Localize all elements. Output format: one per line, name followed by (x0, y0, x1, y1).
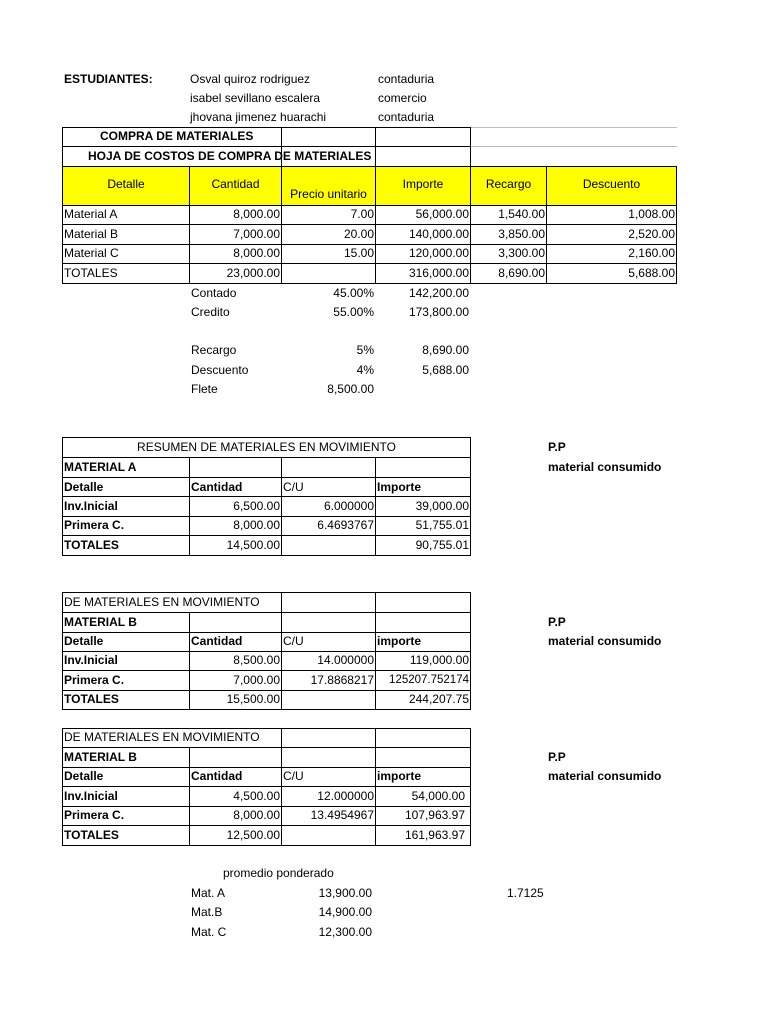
cell: Primera C. (64, 518, 125, 532)
student-career: contaduria (378, 72, 435, 86)
col-header: C/U (283, 634, 304, 648)
cell: 54,000.00 (411, 789, 465, 803)
weighted-title: promedio ponderado (223, 866, 334, 880)
col-header: Detalle (64, 634, 104, 648)
side-label-pp: P.P (548, 615, 566, 629)
weighted-label: Mat. C (191, 925, 227, 939)
cell: 13.4954967 (310, 808, 374, 822)
col-header: Importe (377, 480, 422, 494)
adjust-pct: 8,500.00 (327, 382, 374, 396)
cell: 6.000000 (323, 499, 374, 513)
cell: 316,000.00 (408, 266, 469, 280)
cell: 23,000.00 (226, 266, 280, 280)
adjust-value: 5,688.00 (422, 363, 469, 377)
movement-a-title: RESUMEN DE MATERIALES EN MOVIMIENTO (137, 440, 396, 454)
weighted-extra: 1.7125 (507, 886, 544, 900)
cell: Inv.Inicial (64, 499, 118, 513)
weighted-label: Mat.B (191, 905, 223, 919)
cell: 8,690.00 (498, 266, 545, 280)
summary-value: 142,200.00 (408, 286, 469, 300)
weighted-value: 13,900.00 (318, 886, 372, 900)
cell: 8,000.00 (233, 246, 280, 260)
col-header: C/U (283, 480, 304, 494)
col-header: Importe (402, 177, 444, 191)
cell: 3,300.00 (498, 246, 545, 260)
student-name: Osval quiroz rodriguez (190, 72, 311, 86)
cell: Primera C. (64, 808, 125, 822)
col-header: Cantidad (191, 480, 243, 494)
cell: Inv.Inicial (64, 789, 118, 803)
cell: 107,963.97 (404, 808, 465, 822)
cell: TOTALES (64, 266, 118, 280)
col-header: importe (377, 769, 422, 783)
cell: 6.4693767 (317, 518, 374, 532)
side-label-consumed: material consumido (548, 460, 662, 474)
cell: 17.8868217 (310, 673, 374, 687)
side-label-consumed: material consumido (548, 769, 662, 783)
cell: 2,160.00 (628, 246, 675, 260)
adjust-label: Recargo (191, 343, 237, 357)
side-label-consumed: material consumido (548, 634, 662, 648)
cell: 4,500.00 (233, 789, 280, 803)
cell: 14,500.00 (226, 538, 280, 552)
cell: 20.00 (343, 227, 374, 241)
movement-c-title: DE MATERIALES EN MOVIMIENTO (64, 730, 260, 744)
cell: 1,540.00 (498, 207, 545, 221)
purchase-title: COMPRA DE MATERIALES (100, 129, 254, 143)
adjust-pct: 4% (356, 363, 374, 377)
col-header: C/U (283, 769, 304, 783)
cell: 244,207.75 (408, 692, 469, 706)
cell: 56,000.00 (415, 207, 469, 221)
cell: 1,008.00 (628, 207, 675, 221)
cell: 5,688.00 (628, 266, 675, 280)
purchase-subtitle: HOJA DE COSTOS DE COMPRA DE MATERIALES (88, 149, 372, 163)
cell: 8,000.00 (233, 518, 280, 532)
cell: TOTALES (64, 538, 119, 552)
cell: 120,000.00 (408, 246, 469, 260)
cell: Material B (64, 227, 119, 241)
cell: TOTALES (64, 828, 119, 842)
cell: 119,000.00 (409, 653, 469, 667)
col-header: importe (377, 634, 422, 648)
summary-pct: 55.00% (333, 305, 374, 319)
col-header: Cantidad (191, 634, 243, 648)
cell: Material A (64, 207, 118, 221)
cell: 39,000.00 (415, 499, 469, 513)
weighted-value: 14,900.00 (318, 905, 372, 919)
cell: 161,963.97 (404, 828, 465, 842)
col-header: Cantidad (191, 769, 243, 783)
adjust-value: 8,690.00 (422, 343, 469, 357)
col-header: Detalle (64, 769, 104, 783)
cell: 6,500.00 (233, 499, 280, 513)
cell: Inv.Inicial (64, 653, 118, 667)
adjust-label: Descuento (191, 363, 249, 377)
cell: 3,850.00 (498, 227, 545, 241)
cell: 12.000000 (317, 789, 374, 803)
cell: Primera C. (64, 673, 125, 687)
student-name: jhovana jimenez huarachi (190, 110, 327, 124)
col-header: Detalle (64, 480, 104, 494)
student-career: contaduria (378, 110, 435, 124)
cell: 125207.752174 (389, 674, 469, 686)
col-header: Cantidad (211, 177, 260, 191)
summary-label: Contado (191, 286, 237, 300)
cell: TOTALES (64, 692, 119, 706)
movement-b-title: DE MATERIALES EN MOVIMIENTO (64, 595, 260, 609)
cell: 8,000.00 (233, 207, 280, 221)
movement-b-material: MATERIAL B (64, 615, 137, 629)
col-header: Descuento (582, 177, 641, 191)
student-career: comercio (378, 91, 427, 105)
cell: 7,000.00 (233, 673, 280, 687)
cell: 7,000.00 (233, 227, 280, 241)
cell: 15,500.00 (226, 692, 280, 706)
weighted-value: 12,300.00 (318, 925, 372, 939)
summary-value: 173,800.00 (408, 305, 469, 319)
movement-c-material: MATERIAL B (64, 750, 137, 764)
student-name: isabel sevillano escalera (190, 91, 321, 105)
side-label-pp: P.P (548, 750, 566, 764)
col-header: Precio unitario (290, 187, 367, 201)
cell: 90,755.01 (415, 538, 469, 552)
col-header: Detalle (107, 177, 145, 191)
adjust-label: Flete (191, 382, 218, 396)
cell: 51,755.01 (415, 518, 469, 532)
col-header: Recargo (485, 177, 532, 191)
movement-a-material: MATERIAL A (64, 460, 137, 474)
summary-label: Credito (191, 305, 230, 319)
summary-pct: 45.00% (333, 286, 374, 300)
cell: 7.00 (350, 207, 374, 221)
side-label-pp: P.P (548, 440, 566, 454)
students-label: ESTUDIANTES: (64, 72, 153, 86)
cell: 15.00 (343, 246, 374, 260)
cell: 8,500.00 (233, 653, 280, 667)
cell: 2,520.00 (628, 227, 675, 241)
adjust-pct: 5% (356, 343, 374, 357)
cell: 8,000.00 (233, 808, 280, 822)
cell: Material C (64, 246, 119, 260)
weighted-label: Mat. A (191, 886, 226, 900)
cell: 14.000000 (317, 653, 374, 667)
cell: 140,000.00 (408, 227, 469, 241)
cell: 12,500.00 (226, 828, 280, 842)
